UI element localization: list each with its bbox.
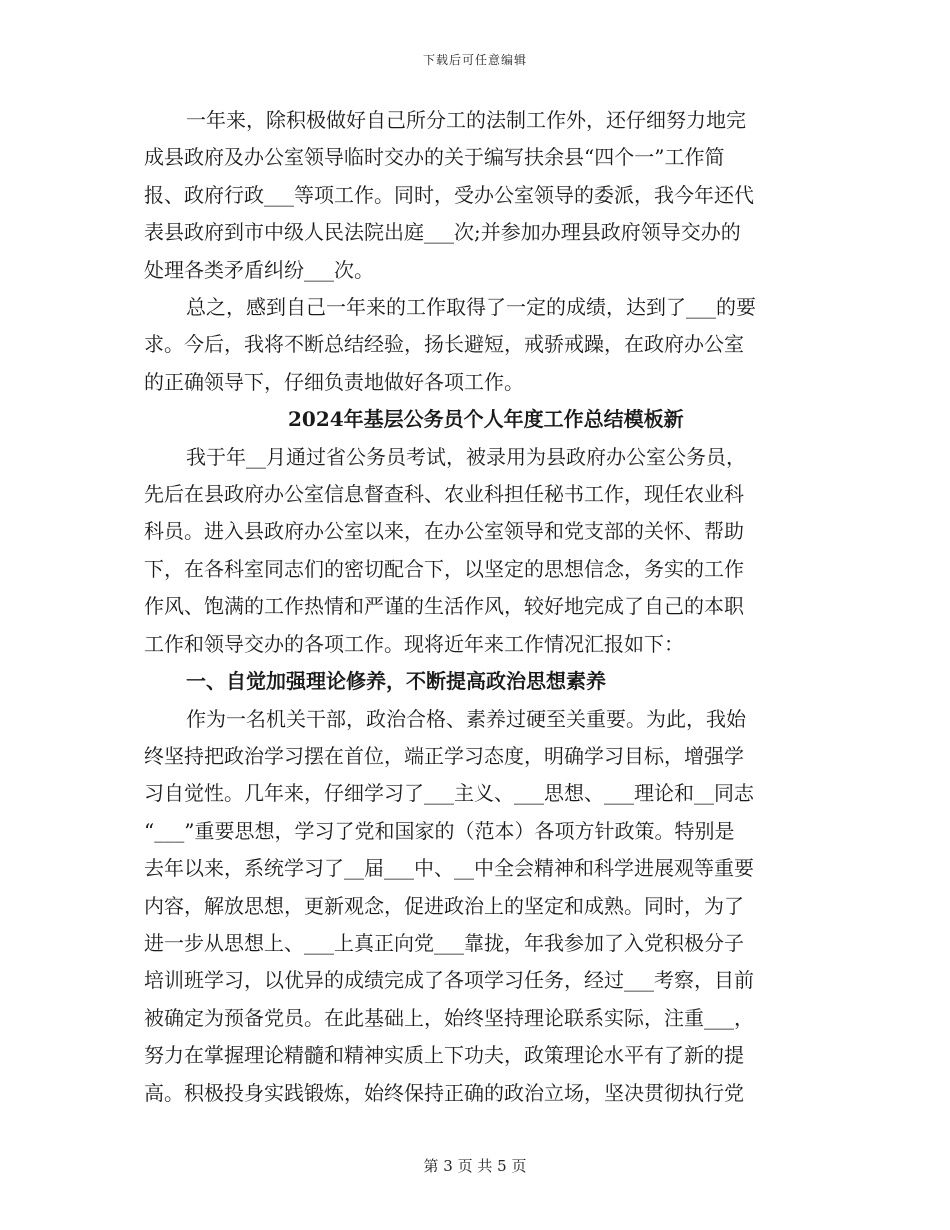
text-line: 处理各类矛盾纠纷___次。 (144, 257, 374, 282)
text-line: 内容，解放思想，更新观念，促进政治上的坚定和成熟。同时，为了 (144, 893, 744, 918)
text-line: 培训班学习，以优异的成绩完成了各项学习任务，经过___考察，目前 (144, 968, 754, 993)
text-line: 工作和领导交办的各项工作。现将近年来工作情况汇报如下： (144, 631, 684, 656)
text-line: 报、政府行政___等项工作。同时，受办公室领导的委派，我今年还代 (144, 182, 754, 207)
text-line: “___”重要思想，学习了党和国家的（范本）各项方针政策。特别是 (144, 818, 735, 843)
text-line: 求。今后，我将不断总结经验，扬长避短，戒骄戒躁，在政府办公室 (144, 332, 744, 357)
text-line: 作风、饱满的工作热情和严谨的生活作风，较好地完成了自己的本职 (144, 594, 744, 619)
page-header-note: 下载后可任意编辑 (422, 53, 527, 67)
text-line: 的正确领导下，仔细负责地做好各项工作。 (144, 369, 524, 394)
text-line: 成县政府及办公室领导临时交办的关于编写扶余县“四个一”工作简 (144, 145, 725, 170)
text-line: 高。积极投身实践锻炼，始终保持正确的政治立场，坚决贯彻执行党 (144, 1080, 744, 1105)
document-body (144, 102, 807, 1112)
text-line: 习自觉性。几年来，仔细学习了___主义、___思想、___理论和__同志 (144, 781, 754, 806)
section-heading: 一、自觉加强理论修养，不断提高政治思想素养 (186, 669, 606, 694)
paragraph-conclusion (144, 289, 807, 401)
paragraph-work-summary (144, 102, 807, 289)
page-number-footer: 第 3 页 共 5 页 (423, 1157, 527, 1175)
paragraph-political-study (144, 701, 807, 1112)
text-line: 我于年__月通过省公务员考试，被录用为县政府办公室公务员， (186, 444, 746, 469)
text-line: 科员。进入县政府办公室以来，在办公室领导和党支部的关怀、帮助 (144, 519, 744, 544)
text-line: 总之，感到自己一年来的工作取得了一定的成绩，达到了___的要 (186, 295, 756, 320)
text-line: 作为一名机关干部，政治合格、素养过硬至关重要。为此，我始 (186, 706, 746, 731)
text-line: 进一步从思想上、___上真正向党___靠拢，年我参加了入党积极分子 (144, 930, 744, 955)
text-line: 表县政府到市中级人民法院出庭___次;并参加办理县政府领导交办的 (144, 220, 741, 245)
document-title: 2024年基层公务员个人年度工作总结模板新 (288, 407, 684, 432)
paragraph-introduction (144, 439, 807, 663)
text-line: 去年以来，系统学习了__届___中、__中全会精神和科学进展观等重要 (144, 856, 754, 881)
text-line: 先后在县政府办公室信息督查科、农业科担任秘书工作，现任农业科 (144, 482, 744, 507)
text-line: 努力在掌握理论精髓和精神实质上下功夫，政策理论水平有了新的提 (144, 1043, 744, 1068)
text-line: 下，在各科室同志们的密切配合下，以坚定的思想信念，务实的工作 (144, 556, 744, 581)
text-line: 一年来，除积极做好自己所分工的法制工作外，还仔细努力地完 (186, 108, 746, 132)
text-line: 终坚持把政治学习摆在首位，端正学习态度，明确学习目标，增强学 (144, 743, 744, 768)
text-line: 被确定为预备党员。在此基础上，始终坚持理论联系实际，注重___， (144, 1005, 754, 1030)
